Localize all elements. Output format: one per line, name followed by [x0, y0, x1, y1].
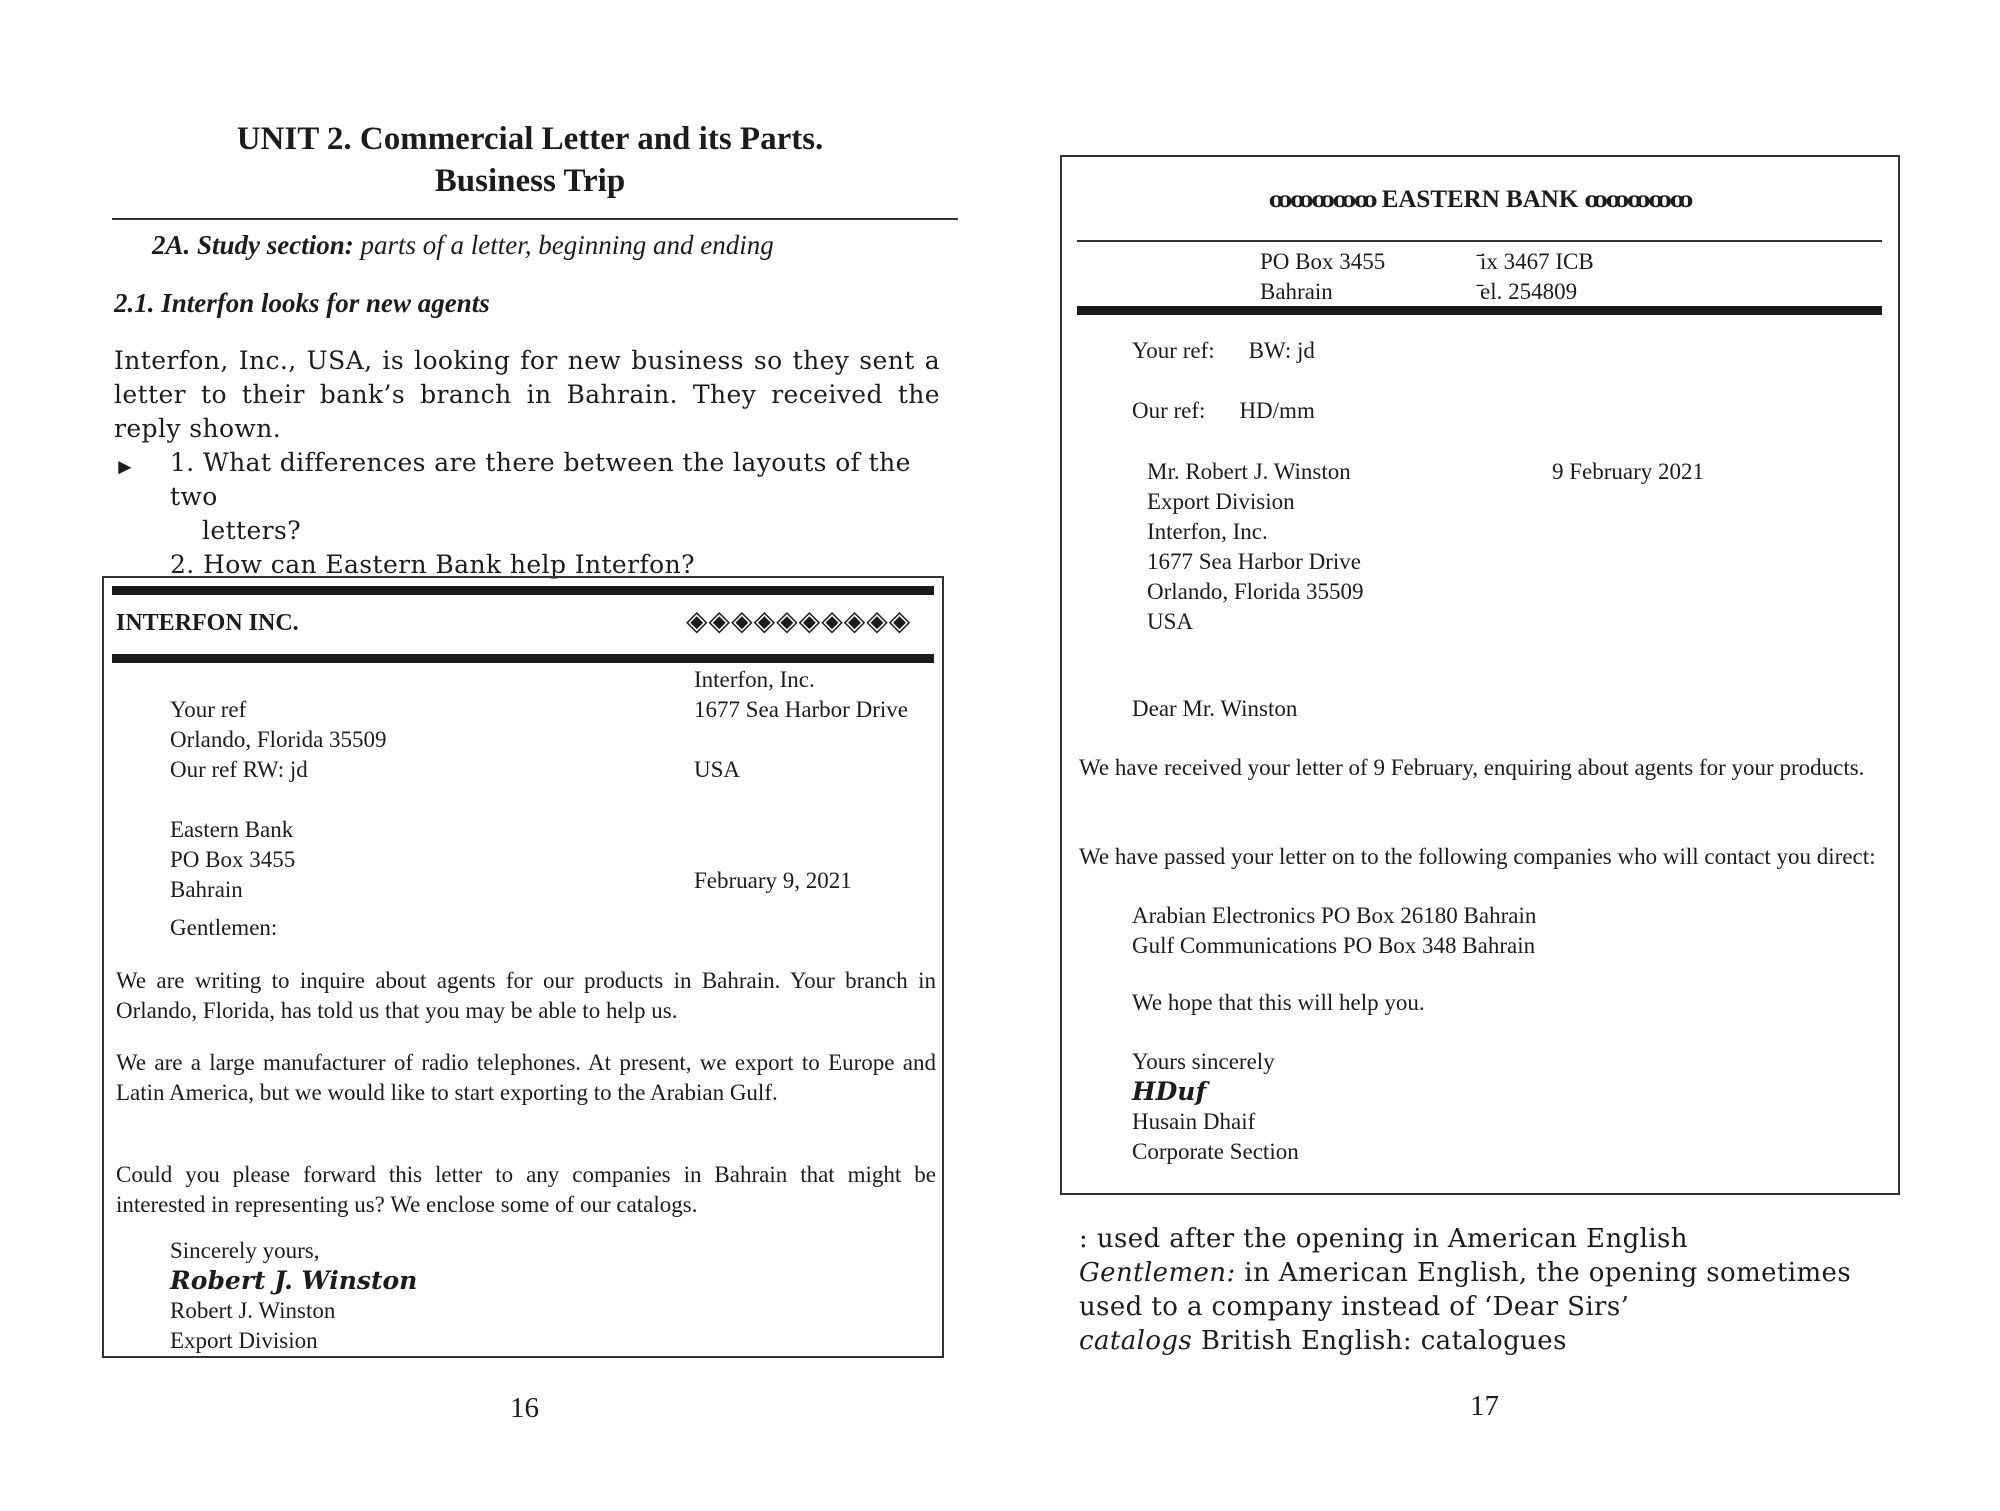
interfon-paragraph-1: We are writing to inquire about agents for our products in Bahrain. Your branch in Orlando, Florida, has told us that you may be able to help us. [116, 968, 936, 1023]
unit-title-line1: UNIT 2. Commercial Letter and its Parts. [236, 121, 824, 157]
ornament-left-icon: ꝏꝏꝏꝏꝏ [1268, 187, 1376, 212]
address-line: Eastern Bank [170, 817, 294, 842]
your-ref [1132, 336, 1315, 366]
signature: Robert J. Winston [170, 1266, 418, 1295]
task-2: 2. How can Eastern Bank help Interfon? [170, 550, 695, 579]
addressee-line: Interfon, Inc. [1147, 519, 1268, 544]
address-line: Our ref RW: jd [170, 757, 308, 782]
closing: Yours sincerely [1132, 1049, 1275, 1074]
letterhead-bar-bottom [112, 654, 934, 663]
interfon-left-address [170, 695, 387, 905]
signature: HDuf [1132, 1077, 1207, 1106]
study-section-text: parts of a letter, beginning and ending [353, 230, 774, 260]
task-list [170, 446, 940, 582]
eastern-bank-header [1060, 186, 1900, 214]
note-3 [1079, 1324, 1909, 1358]
address-line: Your ref [170, 697, 247, 722]
closing: Sincerely yours, [170, 1238, 320, 1263]
unit-title-line2: Business Trip [434, 163, 626, 199]
subsection-heading: 2.1. Interfon looks for new agents [114, 288, 490, 318]
note-2-term: Gentlemen: [1079, 1258, 1236, 1288]
company-list [1132, 901, 1536, 961]
list-item: Gulf Communications PO Box 348 Bahrain [1132, 933, 1536, 958]
interfon-right-address [694, 665, 908, 785]
eastern-closing-block [1132, 1047, 1299, 1167]
note-1: : used after the opening in American English [1079, 1224, 1688, 1254]
ornament-right-icon: ꝏꝏꝏꝏꝏ [1584, 187, 1692, 212]
signer-name: Robert J. Winston [170, 1298, 336, 1323]
bank-address-line: Bahrain [1260, 279, 1333, 304]
signer-section: Corporate Section [1132, 1139, 1299, 1164]
note-2 [1079, 1256, 1909, 1324]
interfon-company-name: INTERFON INC. [116, 610, 299, 636]
interfon-paragraph-3: Could you please forward this letter to any companies in Bahrain that might be interested in representing us? We enclose some of our catalogs. [116, 1162, 936, 1217]
interfon-closing-block [170, 1236, 417, 1356]
task-1-line2: letters? [202, 516, 302, 545]
bank-address-line: PO Box 3455 [1260, 249, 1386, 274]
interfon-date: February 9, 2021 [694, 868, 852, 893]
bank-contact-line: ̄ix 3467 ICB [1480, 249, 1594, 274]
page-number-right: 17 [1470, 1390, 1499, 1422]
address-line: Orlando, Florida 35509 [170, 727, 387, 752]
list-item: Arabian Electronics PO Box 26180 Bahrain [1132, 903, 1537, 928]
eastern-paragraph-1: We have received your letter of 9 February, enquiring about agents for your products. [1079, 755, 1865, 780]
note-2-text: in American English, the opening sometimes used to a company instead of ‘Dear Sirs’ [1079, 1258, 1852, 1322]
header-bar [1077, 306, 1882, 315]
bank-address [1260, 247, 1385, 307]
our-ref-label: Our ref: [1132, 398, 1206, 423]
study-section [152, 230, 774, 261]
intro-paragraph: Interfon, Inc., USA, is looking for new business so they sent a letter to their bank’s branch in Bahrain. They received the reply shown. [114, 346, 940, 443]
signer-division: Export Division [170, 1328, 318, 1353]
our-ref [1132, 396, 1315, 426]
title-divider [112, 218, 958, 220]
addressee-line: Mr. Robert J. Winston [1147, 459, 1351, 484]
note-3-text: British English: catalogues [1192, 1326, 1567, 1356]
address-line: PO Box 3455 [170, 847, 296, 872]
addressee-block [1147, 457, 1364, 637]
notes [1079, 1222, 1909, 1358]
addressee-line: Orlando, Florida 35509 [1147, 579, 1364, 604]
header-rule [1077, 240, 1882, 242]
note-3-term: catalogs [1079, 1326, 1193, 1356]
task-arrow-icon: ► [114, 454, 136, 479]
address-line: Interfon, Inc. [694, 667, 815, 692]
page-number-left: 16 [510, 1392, 539, 1424]
your-ref-label: Your ref: [1132, 338, 1215, 363]
task-1-line1: 1. What differences are there between the layouts of the two [170, 448, 911, 511]
addressee-line: 1677 Sea Harbor Drive [1147, 549, 1361, 574]
unit-title [110, 118, 950, 202]
diamond-ornament-icon: ◈◈◈◈◈◈◈◈◈◈ [686, 606, 912, 637]
addressee-line: USA [1147, 609, 1194, 634]
eastern-date: 9 February 2021 [1552, 459, 1705, 484]
bank-contact [1480, 247, 1594, 307]
eastern-paragraph-3: We hope that this will help you. [1132, 990, 1425, 1015]
address-line: 1677 Sea Harbor Drive [694, 697, 908, 722]
interfon-paragraph-2: We are a large manufacturer of radio telephones. At present, we export to Europe and Latin America, but we would like to start exporting to the Arabian Gulf. [116, 1050, 936, 1105]
eastern-paragraph-2: We have passed your letter on to the following companies who will contact you direct: [1079, 844, 1876, 869]
your-ref-value: BW: jd [1248, 338, 1315, 363]
signer-name: Husain Dhaif [1132, 1109, 1256, 1134]
our-ref-value: HD/mm [1239, 398, 1315, 423]
bank-name: EASTERN BANK [1381, 186, 1579, 213]
spacer [170, 785, 387, 815]
bank-contact-line: ̄el. 254809 [1480, 279, 1578, 304]
spacer [694, 725, 908, 755]
eastern-salutation: Dear Mr. Winston [1132, 696, 1298, 721]
study-section-label: 2A. Study section: [152, 230, 354, 260]
addressee-line: Export Division [1147, 489, 1295, 514]
address-line: USA [694, 757, 741, 782]
address-line: Bahrain [170, 877, 243, 902]
interfon-salutation: Gentlemen: [170, 915, 278, 940]
letterhead-bar-top [112, 586, 934, 595]
